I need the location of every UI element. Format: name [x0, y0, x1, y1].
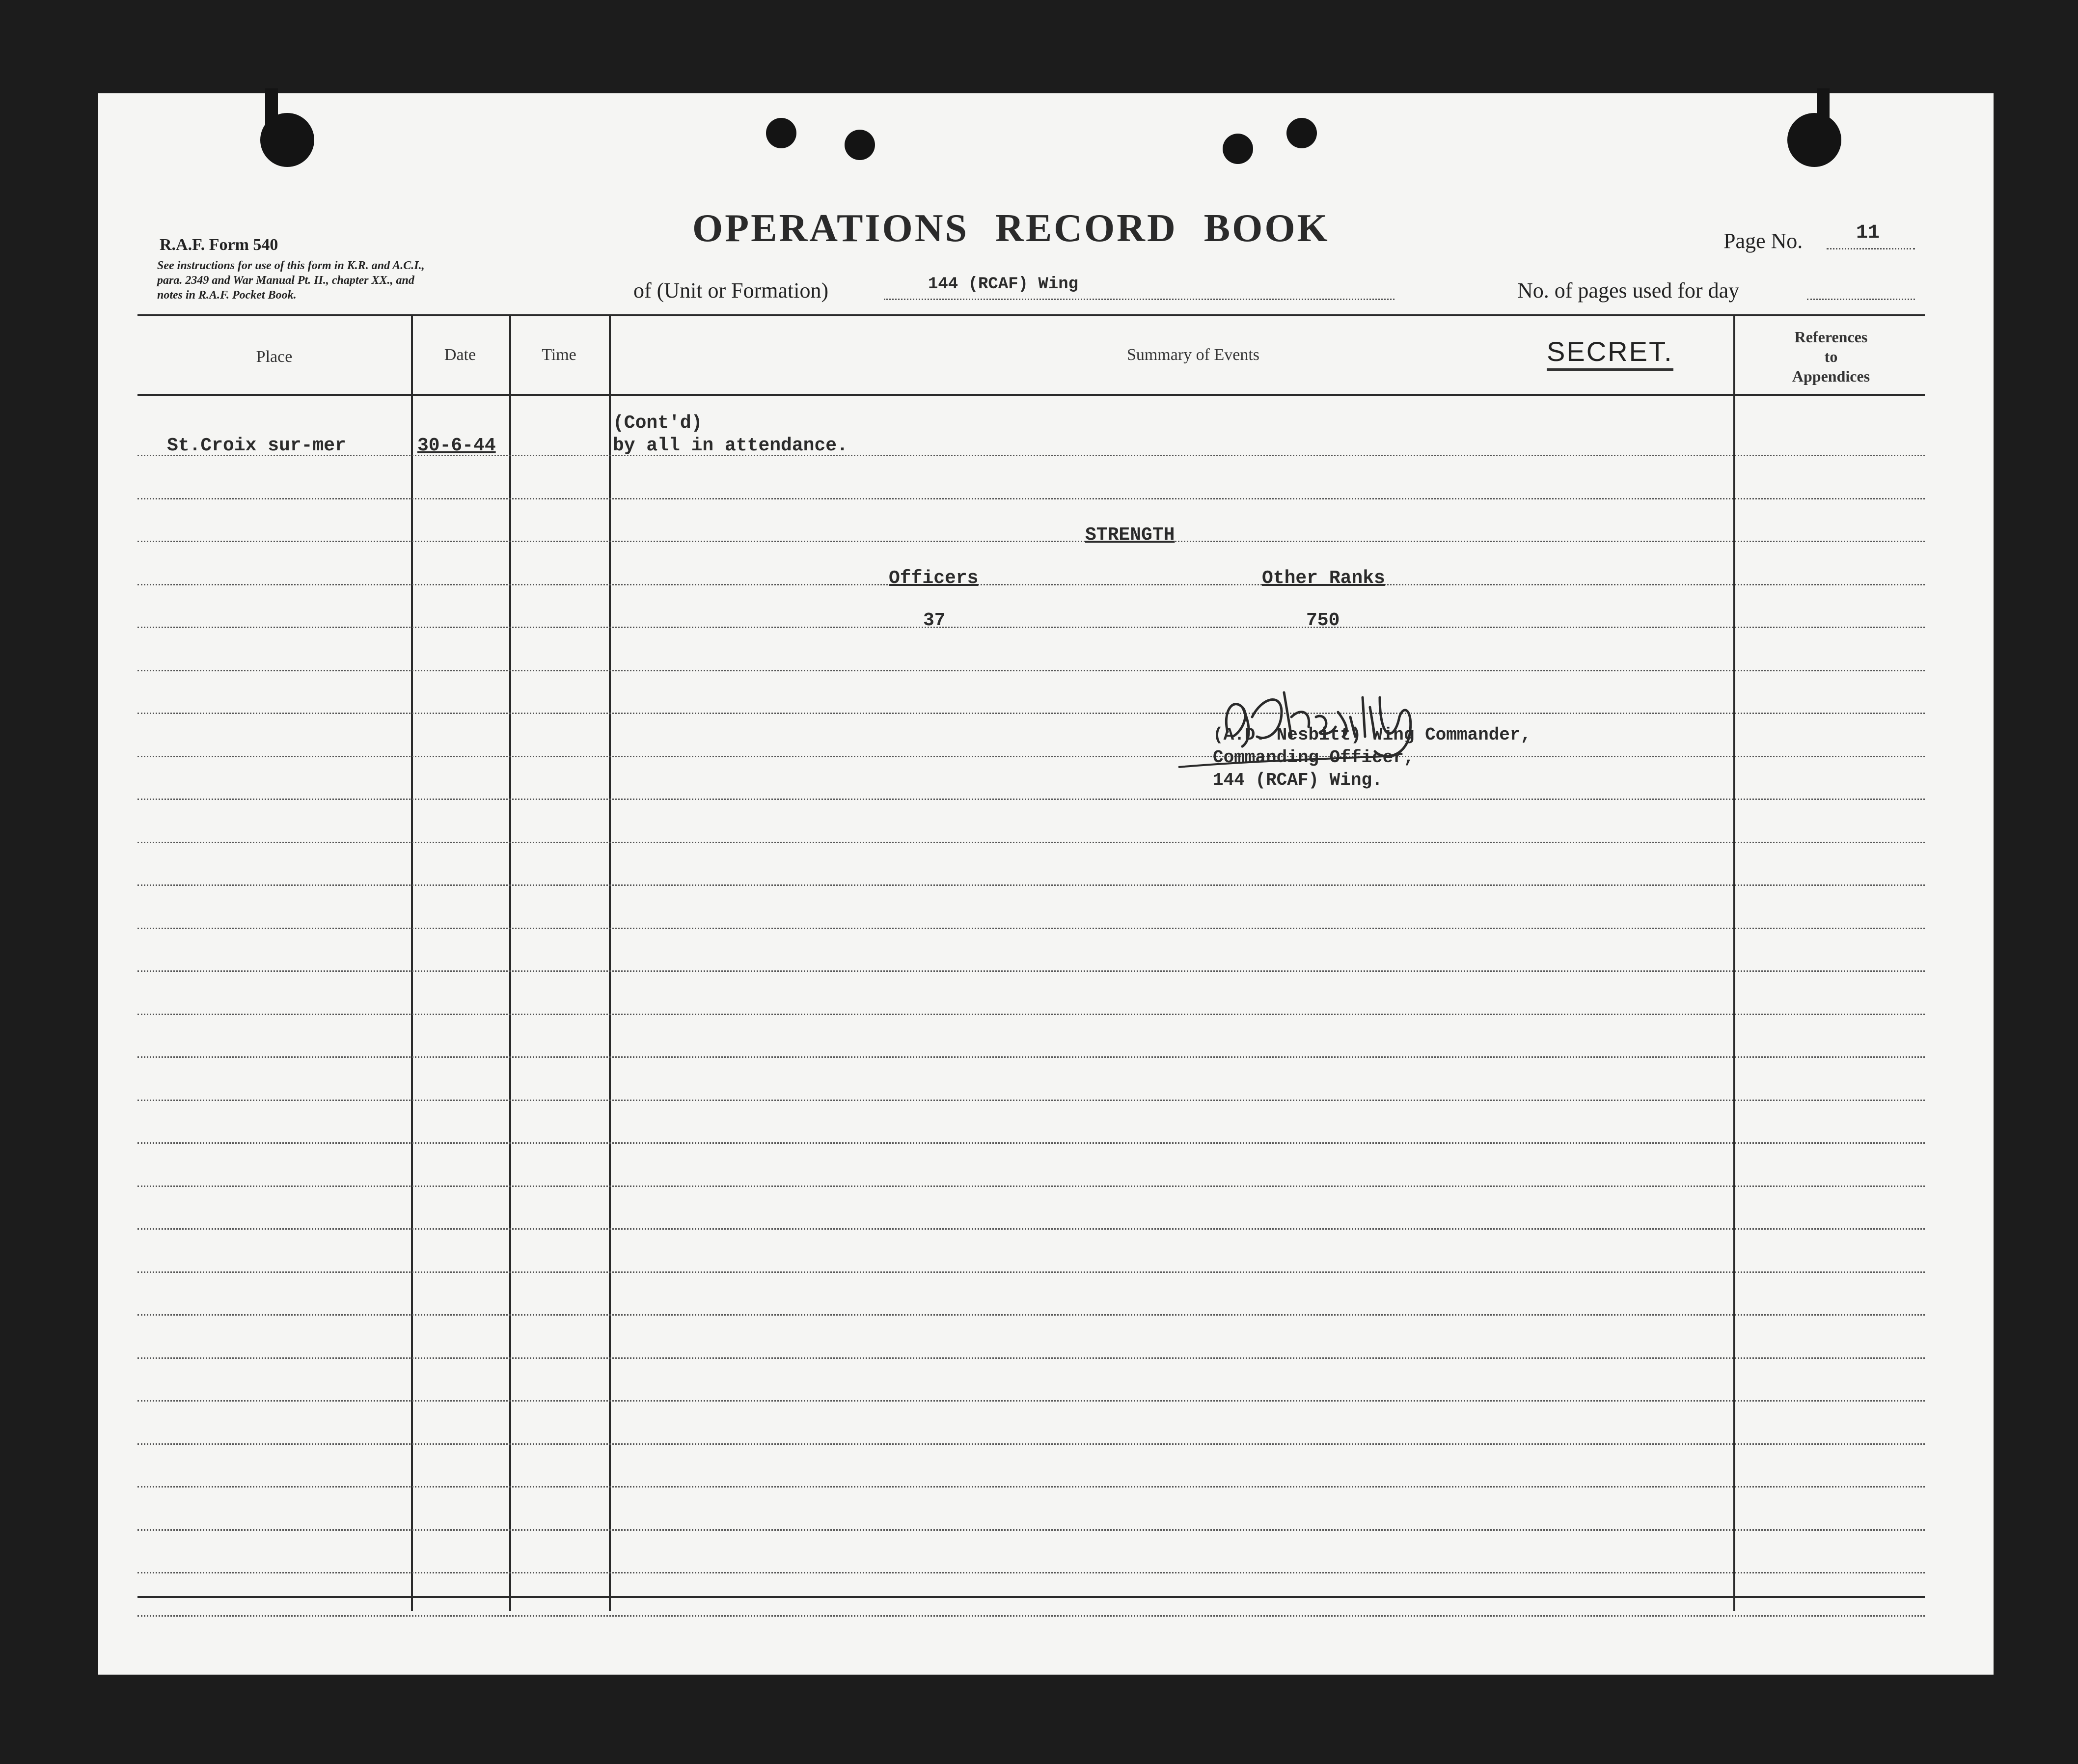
binder-hole-left: [260, 113, 314, 167]
ruled-line: [137, 884, 1925, 886]
signatory-unit: 144 (RCAF) Wing.: [1213, 770, 1383, 790]
unit-dotted-line: [884, 299, 1394, 300]
other-ranks-value: 750: [1306, 610, 1340, 631]
column-header-references: References to Appendices: [1792, 328, 1870, 385]
ruled-line: [137, 1314, 1925, 1316]
form-number: R.A.F. Form 540: [160, 236, 278, 254]
ruled-line: [137, 1271, 1925, 1273]
ruled-line: [137, 1185, 1925, 1187]
binder-hole-right: [1787, 113, 1841, 167]
table-bottom-rule: [137, 1596, 1925, 1598]
column-header-time: Time: [542, 346, 576, 364]
officers-value: 37: [923, 610, 946, 631]
entry-place: St.Croix sur-mer: [167, 435, 346, 456]
ruled-line: [137, 455, 1925, 456]
column-header-place: Place: [256, 348, 293, 366]
ruled-line: [137, 1572, 1925, 1573]
column-header-summary: Summary of Events: [1126, 346, 1260, 364]
ruled-line: [137, 1142, 1925, 1144]
header-bottom-rule: [137, 394, 1925, 396]
entry-date: 30-6-44: [417, 435, 496, 456]
ruled-line: [137, 1100, 1925, 1101]
ruled-line: [137, 1615, 1925, 1617]
punch-hole: [766, 118, 796, 148]
ruled-line: [137, 1486, 1925, 1488]
ruled-line: [137, 1357, 1925, 1359]
summary-line: by all in attendance.: [613, 435, 848, 456]
page-no-dotted-line: [1827, 248, 1915, 249]
signatory-name: (A.D. Nesbitt) Wing Commander,: [1213, 725, 1531, 745]
ruled-line: [137, 970, 1925, 972]
page-no-value: 11: [1856, 222, 1880, 244]
pages-used-dotted-line: [1807, 299, 1915, 300]
signatory-title: Commanding Officer,: [1213, 747, 1415, 768]
secret-stamp: SECRET.: [1547, 335, 1673, 371]
other-ranks-label: Other Ranks: [1262, 568, 1385, 589]
ruled-line: [137, 713, 1925, 714]
ruled-line: [137, 1228, 1925, 1230]
punch-hole: [1286, 118, 1317, 148]
ruled-line: [137, 1529, 1925, 1531]
ruled-line: [137, 928, 1925, 929]
ruled-line: [137, 799, 1925, 800]
form-instructions: See instructions for use of this form in K.R. and A.C.I., para. 2349 and War Manual Pt. II., chapter XX., and notes in R.A.F. Pocket Book.: [157, 259, 425, 302]
strength-heading: STRENGTH: [1085, 524, 1175, 546]
page-title: OPERATIONS RECORD BOOK: [692, 207, 1330, 250]
ruled-line: [137, 541, 1925, 542]
ruled-line: [137, 1400, 1925, 1402]
ruled-line: [137, 1056, 1925, 1058]
record-sheet: [98, 93, 1994, 1675]
ruled-line: [137, 584, 1925, 585]
ruled-line: [137, 627, 1925, 628]
ruled-line: [137, 670, 1925, 671]
column-divider: [411, 314, 413, 1611]
ruled-line: [137, 842, 1925, 843]
ruled-line: [137, 756, 1925, 757]
column-divider: [509, 314, 511, 1611]
ruled-line: [137, 498, 1925, 499]
punch-hole: [1223, 134, 1253, 164]
unit-label: of (Unit or Formation): [633, 278, 829, 303]
column-divider: [1733, 314, 1735, 1611]
punch-hole: [845, 130, 875, 160]
column-header-date: Date: [444, 346, 476, 364]
page-no-label: Page No.: [1723, 229, 1803, 253]
pages-used-label: No. of pages used for day: [1517, 278, 1740, 303]
unit-value: 144 (RCAF) Wing: [928, 275, 1079, 294]
column-divider: [609, 314, 611, 1611]
ruled-line: [137, 1014, 1925, 1015]
officers-label: Officers: [889, 568, 979, 589]
summary-line: (Cont'd): [613, 413, 703, 434]
table-top-rule: [137, 314, 1925, 316]
ruled-line: [137, 1443, 1925, 1445]
